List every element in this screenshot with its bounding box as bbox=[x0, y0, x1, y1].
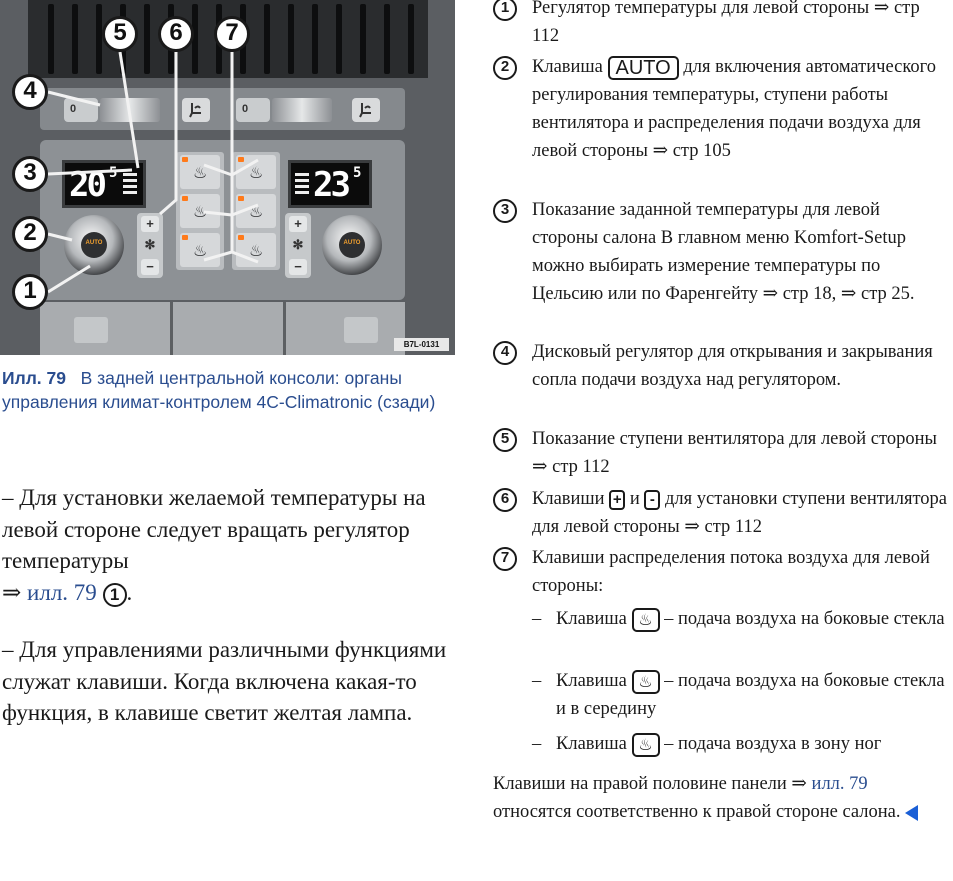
inline-callout-1: 1 bbox=[103, 583, 127, 607]
legend-sub-2: – Клавиша ♨ – подача воздуха на боковые стекла и в середину bbox=[532, 671, 945, 720]
paragraph-temperature-text: – Для установки желаемой температуры на левой стороне следует вращать регулятор температуры bbox=[2, 485, 426, 574]
temp-dial-left[interactable]: AUTO bbox=[64, 215, 124, 275]
callout-leader-lines bbox=[0, 0, 455, 355]
fan-minus-button[interactable]: − bbox=[141, 259, 159, 275]
caption-text: В задней центральной консоли: органы управления климат-контролем 4C-Climatronic (сзади) bbox=[2, 368, 436, 413]
airflow-key-windows-right[interactable]: ♨ bbox=[236, 155, 276, 189]
airflow-key-windows[interactable]: ♨ bbox=[180, 155, 220, 189]
callout-6: 6 bbox=[158, 16, 194, 52]
windows-center-airflow-icon: ♨ bbox=[632, 670, 660, 694]
legend-item-2: 2 Клавиша AUTO для включения автоматического регулирования температуры, ступени работы вентилятора и распределения подачи воздуха для левой стороны ⇒ стр 105 bbox=[493, 53, 948, 165]
legend-item-7: 7 Клавиши распределения потока воздуха для левой стороны: bbox=[493, 544, 948, 600]
callout-7: 7 bbox=[214, 16, 250, 52]
plus-key-icon: + bbox=[609, 490, 625, 510]
climate-control-photo bbox=[0, 0, 455, 355]
fan-plus-button[interactable]: + bbox=[141, 216, 159, 232]
minus-key-icon: - bbox=[644, 490, 660, 510]
legend-sub-3: – Клавиша ♨ – подача воздуха в зону ног bbox=[532, 730, 947, 758]
callout-5: 5 bbox=[102, 16, 138, 52]
feet-airflow-icon: ♨ bbox=[632, 733, 660, 757]
footer-figure-link[interactable]: илл. 79 bbox=[811, 774, 868, 794]
footer-note: Клавиши на правой половине панели ⇒ илл. 79 относятся соответственно к правой стороне салона. bbox=[493, 770, 948, 826]
legend-item-5: 5 Показание ступени вентилятора для левой стороны ⇒ стр 112 bbox=[493, 425, 948, 481]
vent-knob-right: 0 bbox=[236, 98, 270, 122]
arrow-symbol: ⇒ bbox=[2, 580, 22, 606]
callout-2: 2 bbox=[12, 216, 48, 252]
callout-3: 3 bbox=[12, 156, 48, 192]
paragraph-temperature: – Для установки желаемой температуры на левой стороне следует вращать регулятор температуры ⇒ илл. 79 1 . bbox=[2, 485, 426, 606]
fan-plus-button-right[interactable]: + bbox=[289, 216, 307, 232]
legend-item-1: 1 Регулятор температуры для левой стороны ⇒ стр 112 bbox=[493, 0, 948, 50]
fan-icon: ✻ bbox=[144, 237, 156, 252]
fan-minus-button-right[interactable]: − bbox=[289, 259, 307, 275]
airflow-key-windows-center-right[interactable]: ♨ bbox=[236, 194, 276, 228]
caption-label: Илл. 79 bbox=[2, 368, 67, 388]
legend-sub-1: – Клавиша ♨ – подача воздуха на боковые стекла bbox=[532, 605, 947, 633]
callout-1: 1 bbox=[12, 274, 48, 310]
vent-knob-left: 0 bbox=[64, 98, 98, 122]
auto-key-icon: AUTO bbox=[608, 56, 679, 80]
figure-ref-code: B7L-0131 bbox=[394, 338, 449, 351]
figure-link[interactable]: илл. 79 bbox=[27, 580, 97, 606]
airflow-key-windows-center[interactable]: ♨ bbox=[180, 194, 220, 228]
callout-4: 4 bbox=[12, 74, 48, 110]
temp-display-left: 20 5 bbox=[62, 160, 146, 208]
temp-display-right: 23 5 bbox=[288, 160, 372, 208]
airflow-key-feet[interactable]: ♨ bbox=[180, 233, 220, 267]
figure-caption bbox=[2, 366, 447, 414]
windows-airflow-icon: ♨ bbox=[632, 608, 660, 632]
legend-item-4: 4 Дисковый регулятор для открывания и закрывания сопла подачи воздуха над регулятором. bbox=[493, 338, 948, 394]
fan-icon-right: ✻ bbox=[292, 237, 304, 252]
temp-dial-right[interactable]: AUTO bbox=[322, 215, 382, 275]
paragraph-functions: – Для управлениями различными функциями служат клавиши. Когда включена какая-то функция, в клавише светит желтая лампа. bbox=[2, 637, 447, 726]
back-arrow-icon[interactable] bbox=[905, 805, 918, 821]
airflow-key-feet-right[interactable]: ♨ bbox=[236, 233, 276, 267]
legend-item-3: 3 Показание заданной температуры для левой стороны салона В главном меню Komfort-Setup можно выбирать измерение температуры по Цельсию или по Фаренгейту ⇒ стр 18, ⇒ стр 25. bbox=[493, 196, 948, 308]
legend-item-6: 6 Клавиши + и - для установки ступени вентилятора для левой стороны ⇒ стр 112 bbox=[493, 485, 948, 541]
